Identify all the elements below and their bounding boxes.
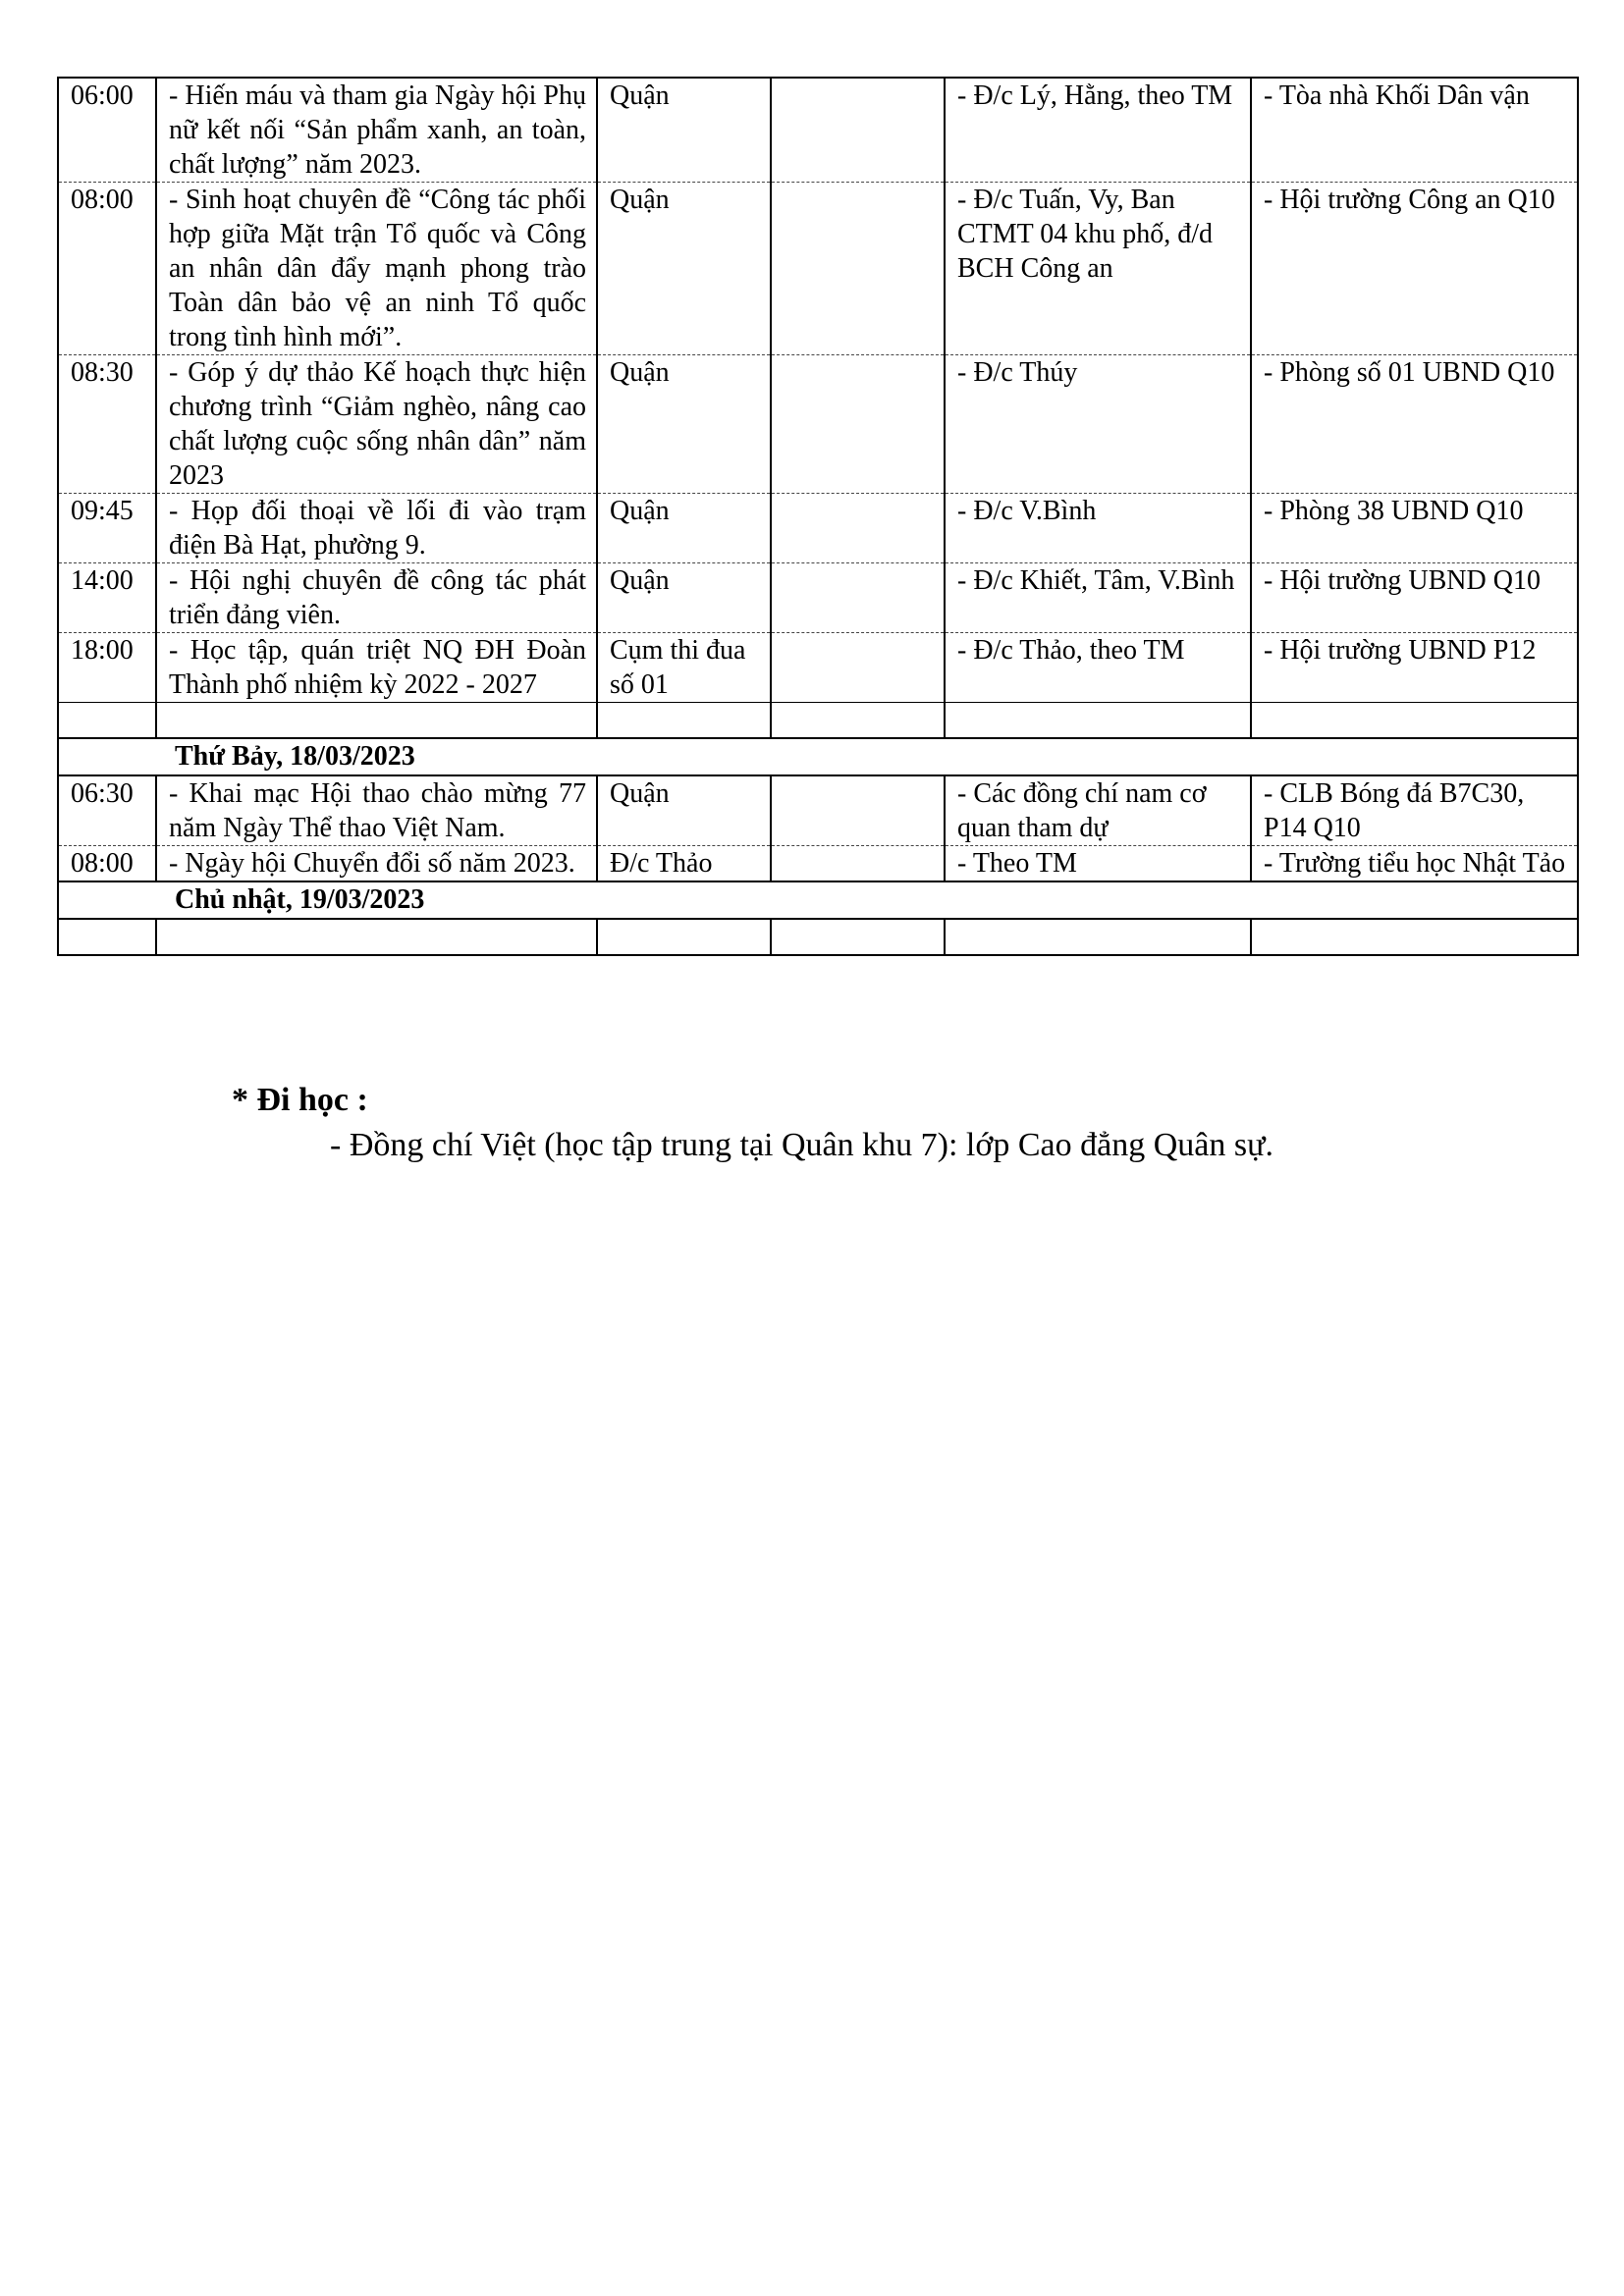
organizer-cell: Quận	[597, 78, 771, 183]
table-row	[58, 846, 1578, 882]
notes-line: - Đồng chí Việt (học tập trung tại Quân khu 7): lớp Cao đẳng Quân sự.	[330, 1127, 1273, 1163]
time-cell: 08:00	[58, 183, 156, 355]
attendees-cell: - Theo TM	[945, 846, 1251, 882]
place-cell: - Hội trường Công an Q10	[1251, 183, 1578, 355]
lead-cell	[771, 78, 945, 183]
table-row	[58, 494, 1578, 563]
empty-row	[58, 919, 1578, 955]
organizer-cell: Quận	[597, 355, 771, 494]
table-row	[58, 633, 1578, 703]
content-cell: - Hiến máu và tham gia Ngày hội Phụ nữ kết nối “Sản phẩm xanh, an toàn, chất lượng” năm 2023.	[156, 78, 597, 183]
attendees-cell: - Đ/c Khiết, Tâm, V.Bình	[945, 563, 1251, 633]
place-cell: - Hội trường UBND Q10	[1251, 563, 1578, 633]
time-cell: 08:30	[58, 355, 156, 494]
lead-cell	[771, 494, 945, 563]
place-cell: - Tòa nhà Khối Dân vận	[1251, 78, 1578, 183]
content-cell: - Học tập, quán triệt NQ ĐH Đoàn Thành phố nhiệm kỳ 2022 - 2027	[156, 633, 597, 703]
place-cell: - Phòng số 01 UBND Q10	[1251, 355, 1578, 494]
lead-cell	[771, 355, 945, 494]
time-cell: 14:00	[58, 563, 156, 633]
attendees-cell: - Đ/c Tuấn, Vy, Ban CTMT 04 khu phố, đ/d BCH Công an	[945, 183, 1251, 355]
attendees-cell: - Các đồng chí nam cơ quan tham dự	[945, 775, 1251, 846]
lead-cell	[771, 846, 945, 882]
content-cell: - Hội nghị chuyên đề công tác phát triển đảng viên.	[156, 563, 597, 633]
organizer-cell: Cụm thi đua số 01	[597, 633, 771, 703]
day-heading-row	[58, 738, 1578, 775]
day-heading-sunday: Chủ nhật, 19/03/2023	[58, 881, 1578, 919]
place-cell: - Phòng 38 UBND Q10	[1251, 494, 1578, 563]
place-cell: - Trường tiểu học Nhật Tảo	[1251, 846, 1578, 882]
lead-cell	[771, 775, 945, 846]
table-row	[58, 775, 1578, 846]
day-heading-row	[58, 881, 1578, 919]
attendees-cell: - Đ/c Thúy	[945, 355, 1251, 494]
organizer-cell: Quận	[597, 775, 771, 846]
attendees-cell: - Đ/c Thảo, theo TM	[945, 633, 1251, 703]
table-row	[58, 355, 1578, 494]
place-cell: - Hội trường UBND P12	[1251, 633, 1578, 703]
table-row	[58, 78, 1578, 183]
content-cell: - Khai mạc Hội thao chào mừng 77 năm Ngày Thể thao Việt Nam.	[156, 775, 597, 846]
day-heading-saturday: Thứ Bảy, 18/03/2023	[58, 738, 1578, 775]
content-cell: - Sinh hoạt chuyên đề “Công tác phối hợp giữa Mặt trận Tổ quốc và Công an nhân dân đẩy mạnh phong trào Toàn dân bảo vệ an ninh Tổ quốc trong tình hình mới”.	[156, 183, 597, 355]
schedule-sheet	[57, 77, 1577, 956]
table-row	[58, 183, 1578, 355]
organizer-cell: Quận	[597, 183, 771, 355]
time-cell: 08:00	[58, 846, 156, 882]
time-cell: 18:00	[58, 633, 156, 703]
table-row	[58, 563, 1578, 633]
content-cell: - Ngày hội Chuyển đổi số năm 2023.	[156, 846, 597, 882]
organizer-cell: Quận	[597, 494, 771, 563]
time-cell: 09:45	[58, 494, 156, 563]
attendees-cell: - Đ/c Lý, Hằng, theo TM	[945, 78, 1251, 183]
organizer-cell: Đ/c Thảo	[597, 846, 771, 882]
time-cell: 06:30	[58, 775, 156, 846]
content-cell: - Họp đối thoại về lối đi vào trạm điện Bà Hạt, phường 9.	[156, 494, 597, 563]
lead-cell	[771, 183, 945, 355]
organizer-cell: Quận	[597, 563, 771, 633]
place-cell: - CLB Bóng đá B7C30, P14 Q10	[1251, 775, 1578, 846]
empty-row	[58, 703, 1578, 739]
lead-cell	[771, 563, 945, 633]
study-notes	[232, 1078, 1273, 1168]
schedule-table	[57, 77, 1579, 956]
lead-cell	[771, 633, 945, 703]
attendees-cell: - Đ/c V.Bình	[945, 494, 1251, 563]
notes-title: * Đi học :	[232, 1082, 368, 1118]
content-cell: - Góp ý dự thảo Kế hoạch thực hiện chương trình “Giảm nghèo, nâng cao chất lượng cuộc sống nhân dân” năm 2023	[156, 355, 597, 494]
time-cell: 06:00	[58, 78, 156, 183]
